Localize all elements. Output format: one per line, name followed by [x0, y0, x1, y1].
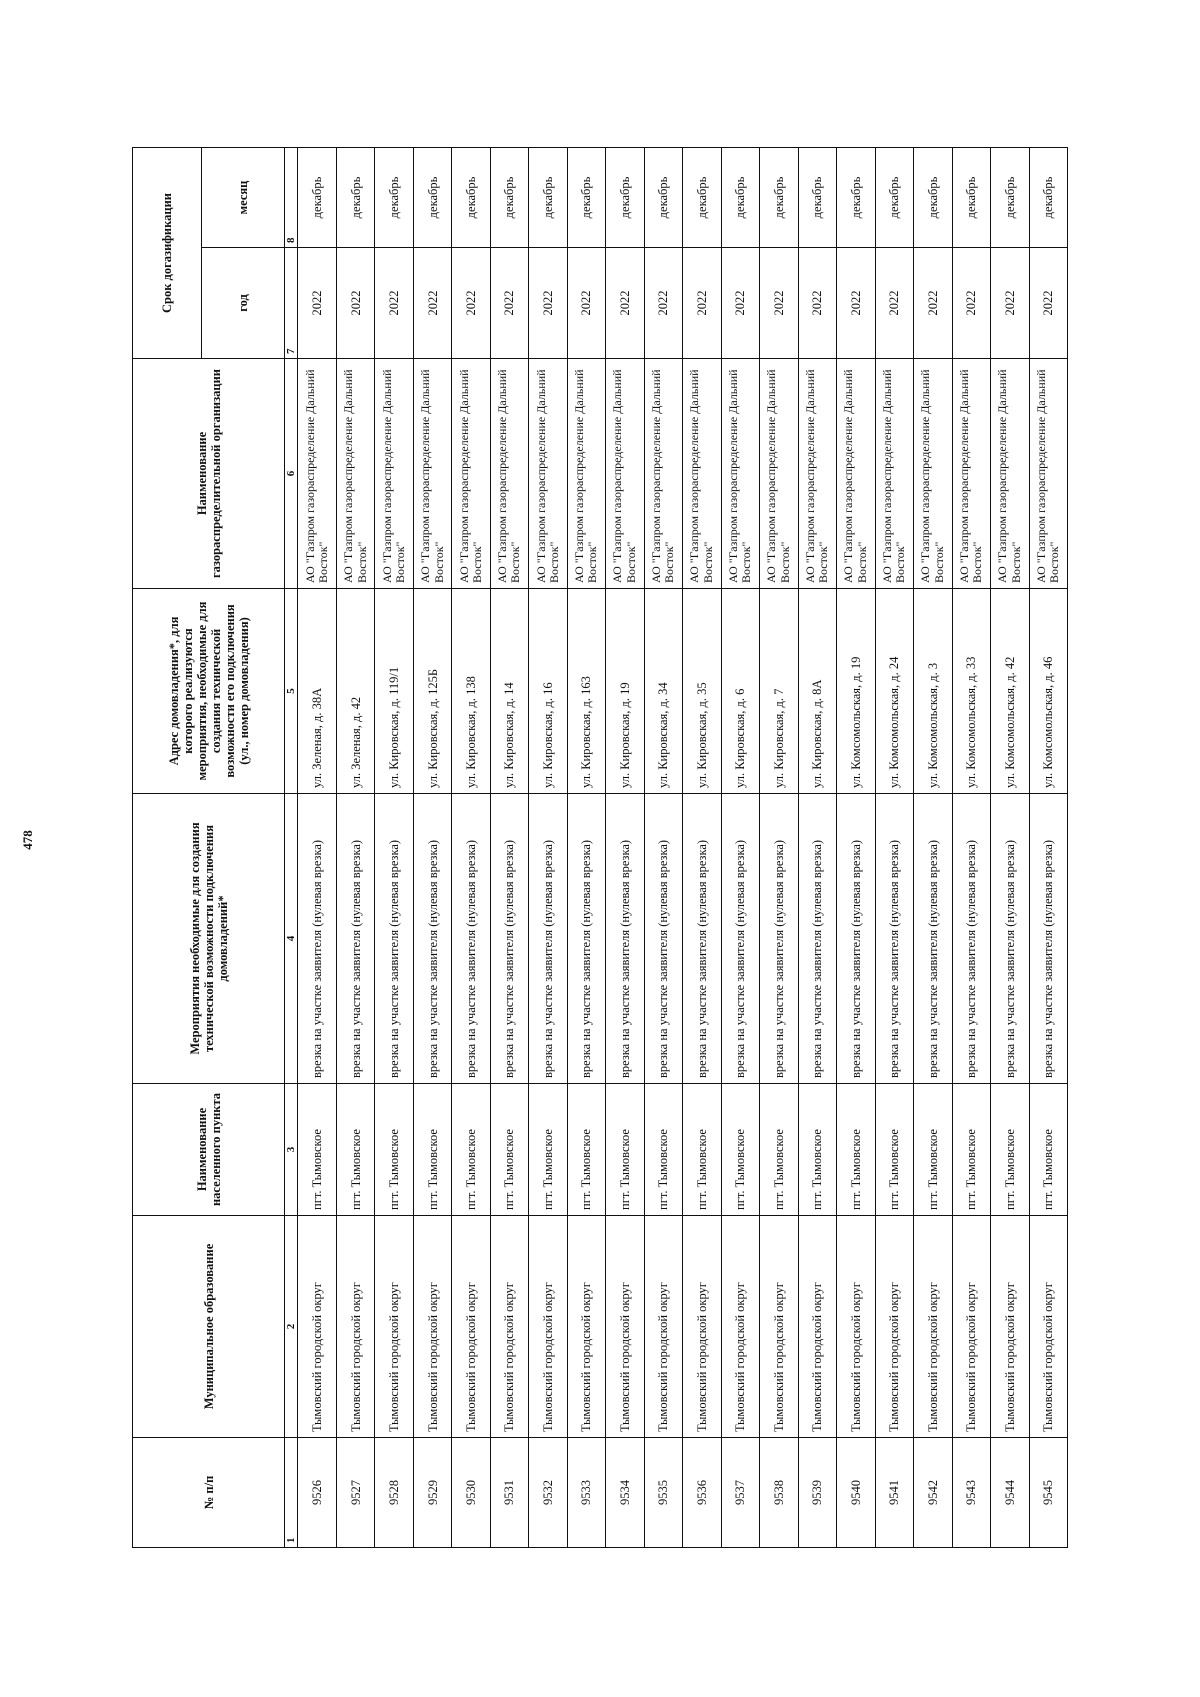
table-row — [567, 147, 605, 1547]
settlement-cell: пгт. Тымовское — [452, 1084, 490, 1216]
address-cell: ул. Кировская, д. 7 — [760, 589, 798, 794]
month-cell: декабрь — [529, 147, 567, 247]
year-cell: 2022 — [952, 248, 990, 359]
year-cell: 2022 — [490, 248, 528, 359]
gasification-table — [132, 147, 1068, 1548]
organization-cell: АО "Газпром газораспределение Дальний Восток" — [644, 359, 682, 589]
header-year: год — [202, 248, 285, 359]
month-cell: декабрь — [683, 147, 721, 247]
measure-cell: врезка на участке заявителя (нулевая врезка) — [606, 794, 644, 1084]
table-row — [837, 147, 875, 1547]
column-number: 4 — [285, 794, 298, 1084]
row-number: 9539 — [798, 1438, 836, 1548]
table-row — [683, 147, 721, 1547]
rotated-page — [132, 148, 1068, 1548]
measure-cell: врезка на участке заявителя (нулевая врезка) — [298, 794, 336, 1084]
month-cell: декабрь — [413, 147, 451, 247]
organization-cell: АО "Газпром газораспределение Дальний Восток" — [721, 359, 759, 589]
municipality-cell: Тымовский городской округ — [490, 1216, 528, 1438]
row-number: 9544 — [991, 1438, 1029, 1548]
table-row — [798, 147, 836, 1547]
month-cell: декабрь — [914, 147, 952, 247]
organization-cell: АО "Газпром газораспределение Дальний Восток" — [798, 359, 836, 589]
year-cell: 2022 — [529, 248, 567, 359]
row-number: 9528 — [375, 1438, 413, 1548]
address-cell: ул. Комсомольская, д. 19 — [837, 589, 875, 794]
address-cell: ул. Комсомольская, д. 3 — [914, 589, 952, 794]
row-number: 9538 — [760, 1438, 798, 1548]
municipality-cell: Тымовский городской округ — [606, 1216, 644, 1438]
row-number: 9542 — [914, 1438, 952, 1548]
year-cell: 2022 — [413, 248, 451, 359]
address-cell: ул. Кировская, д. 19 — [606, 589, 644, 794]
address-cell: ул. Кировская, д. 119/1 — [375, 589, 413, 794]
month-cell: декабрь — [798, 147, 836, 247]
month-cell: декабрь — [760, 147, 798, 247]
settlement-cell: пгт. Тымовское — [914, 1084, 952, 1216]
municipality-cell: Тымовский городской округ — [529, 1216, 567, 1438]
month-cell: декабрь — [606, 147, 644, 247]
organization-cell: АО "Газпром газораспределение Дальний Восток" — [606, 359, 644, 589]
column-number: 2 — [285, 1216, 298, 1438]
municipality-cell: Тымовский городской округ — [336, 1216, 374, 1438]
year-cell: 2022 — [336, 248, 374, 359]
municipality-cell: Тымовский городской округ — [452, 1216, 490, 1438]
row-number: 9526 — [298, 1438, 336, 1548]
table-row — [721, 147, 759, 1547]
year-cell: 2022 — [760, 248, 798, 359]
address-cell: ул. Кировская, д. 125Б — [413, 589, 451, 794]
organization-cell: АО "Газпром газораспределение Дальний Восток" — [375, 359, 413, 589]
measure-cell: врезка на участке заявителя (нулевая врезка) — [837, 794, 875, 1084]
measure-cell: врезка на участке заявителя (нулевая врезка) — [490, 794, 528, 1084]
header-month: месяц — [202, 147, 285, 247]
column-number: 6 — [285, 359, 298, 589]
settlement-cell: пгт. Тымовское — [298, 1084, 336, 1216]
measure-cell: врезка на участке заявителя (нулевая врезка) — [1029, 794, 1067, 1084]
column-number: 1 — [285, 1438, 298, 1548]
year-cell: 2022 — [837, 248, 875, 359]
year-cell: 2022 — [1029, 248, 1067, 359]
measure-cell: врезка на участке заявителя (нулевая врезка) — [644, 794, 682, 1084]
organization-cell: АО "Газпром газораспределение Дальний Восток" — [1029, 359, 1067, 589]
measure-cell: врезка на участке заявителя (нулевая врезка) — [991, 794, 1029, 1084]
settlement-cell: пгт. Тымовское — [567, 1084, 605, 1216]
table-row — [490, 147, 528, 1547]
row-number: 9527 — [336, 1438, 374, 1548]
header-settlement: Наименование населенного пункта — [133, 1084, 285, 1216]
address-cell: ул. Комсомольская, д. 42 — [991, 589, 1029, 794]
municipality-cell: Тымовский городской округ — [1029, 1216, 1067, 1438]
measure-cell: врезка на участке заявителя (нулевая врезка) — [875, 794, 913, 1084]
settlement-cell: пгт. Тымовское — [606, 1084, 644, 1216]
measure-cell: врезка на участке заявителя (нулевая врезка) — [529, 794, 567, 1084]
month-cell: декабрь — [1029, 147, 1067, 247]
row-number: 9534 — [606, 1438, 644, 1548]
table-row — [452, 147, 490, 1547]
municipality-cell: Тымовский городской округ — [721, 1216, 759, 1438]
settlement-cell: пгт. Тымовское — [721, 1084, 759, 1216]
row-number: 9541 — [875, 1438, 913, 1548]
table-row — [336, 147, 374, 1547]
row-number: 9533 — [567, 1438, 605, 1548]
settlement-cell: пгт. Тымовское — [952, 1084, 990, 1216]
year-cell: 2022 — [875, 248, 913, 359]
address-cell: ул. Комсомольская, д. 24 — [875, 589, 913, 794]
organization-cell: АО "Газпром газораспределение Дальний Восток" — [336, 359, 374, 589]
year-cell: 2022 — [721, 248, 759, 359]
municipality-cell: Тымовский городской округ — [914, 1216, 952, 1438]
month-cell: декабрь — [452, 147, 490, 247]
address-cell: ул. Зеленая, д. 42 — [336, 589, 374, 794]
month-cell: декабрь — [490, 147, 528, 247]
address-cell: ул. Кировская, д. 8А — [798, 589, 836, 794]
municipality-cell: Тымовский городской округ — [798, 1216, 836, 1438]
organization-cell: АО "Газпром газораспределение Дальний Восток" — [298, 359, 336, 589]
column-number: 8 — [285, 147, 298, 247]
month-cell: декабрь — [721, 147, 759, 247]
settlement-cell: пгт. Тымовское — [336, 1084, 374, 1216]
organization-cell: АО "Газпром газораспределение Дальний Восток" — [529, 359, 567, 589]
table-row — [760, 147, 798, 1547]
row-number: 9529 — [413, 1438, 451, 1548]
municipality-cell: Тымовский городской округ — [644, 1216, 682, 1438]
settlement-cell: пгт. Тымовское — [1029, 1084, 1067, 1216]
header-municipality: Муниципальное образование — [133, 1216, 285, 1438]
municipality-cell: Тымовский городской округ — [413, 1216, 451, 1438]
settlement-cell: пгт. Тымовское — [413, 1084, 451, 1216]
settlement-cell: пгт. Тымовское — [760, 1084, 798, 1216]
year-cell: 2022 — [375, 248, 413, 359]
municipality-cell: Тымовский городской округ — [760, 1216, 798, 1438]
settlement-cell: пгт. Тымовское — [529, 1084, 567, 1216]
settlement-cell: пгт. Тымовское — [490, 1084, 528, 1216]
municipality-cell: Тымовский городской округ — [375, 1216, 413, 1438]
municipality-cell: Тымовский городской округ — [875, 1216, 913, 1438]
page-number: 478 — [20, 830, 35, 850]
organization-cell: АО "Газпром газораспределение Дальний Восток" — [490, 359, 528, 589]
row-number: 9543 — [952, 1438, 990, 1548]
address-cell: ул. Комсомольская, д. 46 — [1029, 589, 1067, 794]
organization-cell: АО "Газпром газораспределение Дальний Восток" — [837, 359, 875, 589]
measure-cell: врезка на участке заявителя (нулевая врезка) — [413, 794, 451, 1084]
row-number: 9540 — [837, 1438, 875, 1548]
address-cell: ул. Кировская, д. 6 — [721, 589, 759, 794]
header-no: № п/п — [133, 1438, 285, 1548]
measure-cell: врезка на участке заявителя (нулевая врезка) — [760, 794, 798, 1084]
address-cell: ул. Кировская, д. 35 — [683, 589, 721, 794]
measure-cell: врезка на участке заявителя (нулевая врезка) — [914, 794, 952, 1084]
row-number: 9531 — [490, 1438, 528, 1548]
municipality-cell: Тымовский городской округ — [298, 1216, 336, 1438]
year-cell: 2022 — [606, 248, 644, 359]
measure-cell: врезка на участке заявителя (нулевая врезка) — [952, 794, 990, 1084]
measure-cell: врезка на участке заявителя (нулевая врезка) — [683, 794, 721, 1084]
month-cell: декабрь — [991, 147, 1029, 247]
row-number: 9535 — [644, 1438, 682, 1548]
year-cell: 2022 — [298, 248, 336, 359]
municipality-cell: Тымовский городской округ — [952, 1216, 990, 1438]
year-cell: 2022 — [914, 248, 952, 359]
column-number: 3 — [285, 1084, 298, 1216]
organization-cell: АО "Газпром газораспределение Дальний Восток" — [760, 359, 798, 589]
month-cell: декабрь — [837, 147, 875, 247]
organization-cell: АО "Газпром газораспределение Дальний Восток" — [991, 359, 1029, 589]
settlement-cell: пгт. Тымовское — [644, 1084, 682, 1216]
organization-cell: АО "Газпром газораспределение Дальний Восток" — [875, 359, 913, 589]
municipality-cell: Тымовский городской округ — [683, 1216, 721, 1438]
month-cell: декабрь — [375, 147, 413, 247]
year-cell: 2022 — [452, 248, 490, 359]
address-cell: ул. Кировская, д. 16 — [529, 589, 567, 794]
table-row — [644, 147, 682, 1547]
table-row — [1029, 147, 1067, 1547]
row-number: 9530 — [452, 1438, 490, 1548]
address-cell: ул. Кировская, д. 34 — [644, 589, 682, 794]
municipality-cell: Тымовский городской округ — [567, 1216, 605, 1438]
table-row — [606, 147, 644, 1547]
measure-cell: врезка на участке заявителя (нулевая врезка) — [336, 794, 374, 1084]
month-cell: декабрь — [298, 147, 336, 247]
row-number: 9545 — [1029, 1438, 1067, 1548]
table-row — [413, 147, 451, 1547]
organization-cell: АО "Газпром газораспределение Дальний Восток" — [567, 359, 605, 589]
table-row — [991, 147, 1029, 1547]
organization-cell: АО "Газпром газораспределение Дальний Восток" — [452, 359, 490, 589]
address-cell: ул. Комсомольская, д. 33 — [952, 589, 990, 794]
organization-cell: АО "Газпром газораспределение Дальний Восток" — [413, 359, 451, 589]
header-address: Адрес домовладения*, для которого реализуются мероприятия, необходимые для создания технической возможности его подключения (ул., номер домовладения) — [133, 589, 285, 794]
month-cell: декабрь — [336, 147, 374, 247]
table-row — [914, 147, 952, 1547]
organization-cell: АО "Газпром газораспределение Дальний Восток" — [914, 359, 952, 589]
row-number: 9532 — [529, 1438, 567, 1548]
column-number: 7 — [285, 248, 298, 359]
month-cell: декабрь — [644, 147, 682, 247]
row-number: 9536 — [683, 1438, 721, 1548]
address-cell: ул. Кировская, д. 163 — [567, 589, 605, 794]
organization-cell: АО "Газпром газораспределение Дальний Восток" — [952, 359, 990, 589]
settlement-cell: пгт. Тымовское — [837, 1084, 875, 1216]
column-number: 5 — [285, 589, 298, 794]
settlement-cell: пгт. Тымовское — [798, 1084, 836, 1216]
month-cell: декабрь — [952, 147, 990, 247]
header-organization: Наименование газораспределительной организации — [133, 359, 285, 589]
year-cell: 2022 — [683, 248, 721, 359]
municipality-cell: Тымовский городской округ — [837, 1216, 875, 1438]
column-numbers-row — [285, 147, 298, 1547]
settlement-cell: пгт. Тымовское — [991, 1084, 1029, 1216]
month-cell: декабрь — [567, 147, 605, 247]
municipality-cell: Тымовский городской округ — [991, 1216, 1029, 1438]
measure-cell: врезка на участке заявителя (нулевая врезка) — [452, 794, 490, 1084]
organization-cell: АО "Газпром газораспределение Дальний Восток" — [683, 359, 721, 589]
address-cell: ул. Кировская, д. 138 — [452, 589, 490, 794]
table-row — [529, 147, 567, 1547]
measure-cell: врезка на участке заявителя (нулевая врезка) — [567, 794, 605, 1084]
table-row — [875, 147, 913, 1547]
settlement-cell: пгт. Тымовское — [683, 1084, 721, 1216]
settlement-cell: пгт. Тымовское — [875, 1084, 913, 1216]
year-cell: 2022 — [798, 248, 836, 359]
settlement-cell: пгт. Тымовское — [375, 1084, 413, 1216]
measure-cell: врезка на участке заявителя (нулевая врезка) — [798, 794, 836, 1084]
header-measures: Мероприятия необходимые для создания технической возможности подключения домовладений* — [133, 794, 285, 1084]
measure-cell: врезка на участке заявителя (нулевая врезка) — [721, 794, 759, 1084]
month-cell: декабрь — [875, 147, 913, 247]
year-cell: 2022 — [991, 248, 1029, 359]
table-row — [298, 147, 336, 1547]
table-row — [375, 147, 413, 1547]
header-row — [133, 147, 202, 1547]
address-cell: ул. Зеленая, д. 38А — [298, 589, 336, 794]
year-cell: 2022 — [567, 248, 605, 359]
table-row — [952, 147, 990, 1547]
header-deadline: Срок догазификации — [133, 147, 202, 358]
row-number: 9537 — [721, 1438, 759, 1548]
measure-cell: врезка на участке заявителя (нулевая врезка) — [375, 794, 413, 1084]
year-cell: 2022 — [644, 248, 682, 359]
address-cell: ул. Кировская, д. 14 — [490, 589, 528, 794]
table-body — [298, 147, 1068, 1547]
